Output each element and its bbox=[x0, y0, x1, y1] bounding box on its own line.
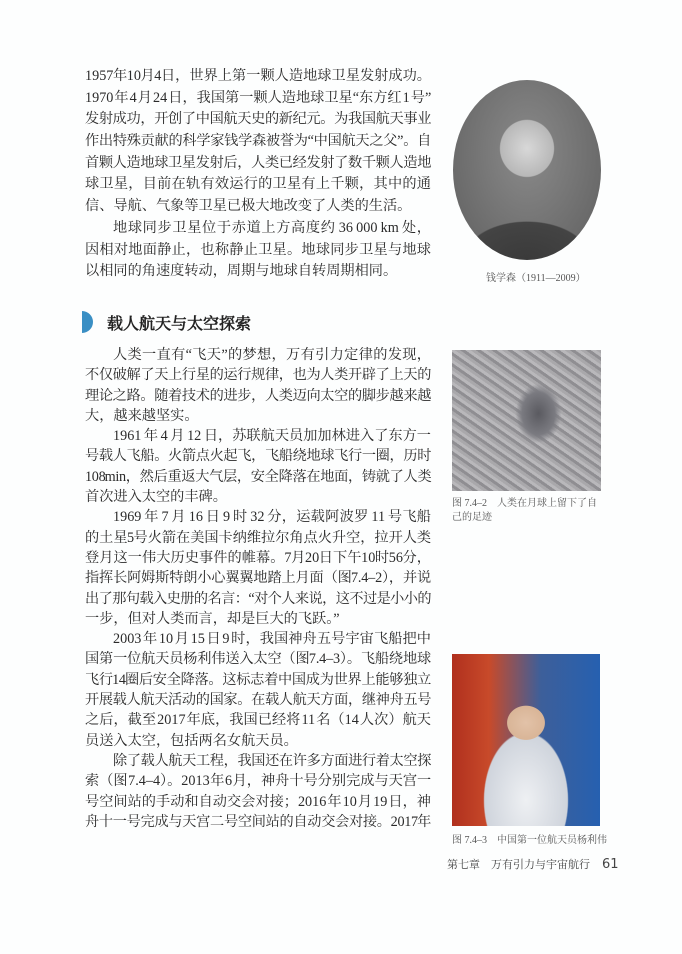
text-line: 号空间站的手动和自动交会对接；2016 年 10 月 19 日，神 bbox=[85, 793, 431, 810]
heading-marker-icon bbox=[82, 311, 93, 333]
text-line: 以相同的角速度转动，周期与地球自转周期相同。 bbox=[85, 263, 398, 280]
text-line: 登月这一伟大历史事件的帷幕。7 月 20 日下午 10 时 56 分， bbox=[85, 549, 431, 566]
text-line: 108 min，然后重返大气层，安全降落在地面，铸就了人类 bbox=[85, 468, 432, 485]
text-line: 2003 年 10 月 15 日 9 时，我国神舟五号宇宙飞船把中 bbox=[113, 631, 431, 648]
text-line: 人类一直有“飞天”的梦想，万有引力定律的发现， bbox=[113, 347, 431, 363]
text-line: 一步，但对人类而言，却是巨大的飞跃。” bbox=[85, 610, 340, 627]
text-line: 1961 年 4 月 12 日，苏联航天员加加林进入了东方一 bbox=[113, 428, 431, 445]
moon-footprint-photo bbox=[452, 350, 601, 491]
manned-spaceflight-text bbox=[85, 345, 431, 832]
text-line: 员送入太空，包括两名女航天员。 bbox=[85, 732, 298, 749]
text-line: 之后，截至 2017 年底，我国已经将 11 名（14 人次）航天 bbox=[85, 712, 431, 729]
chapter-title: 第七章 万有引力与宇宙航行 bbox=[447, 859, 590, 871]
text-line: 索（图 7.4–4）。2013 年 6 月，神舟十号分别完成与天宫一 bbox=[85, 773, 432, 790]
text-line: 不仅破解了天上行星的运行规律，也为人类开辟了上天的 bbox=[85, 367, 431, 384]
text-line: 因相对地面静止，也称静止卫星。地球同步卫星与地球 bbox=[85, 241, 431, 258]
text-line: 除了载人航天工程，我国还在许多方面进行着太空探 bbox=[113, 752, 431, 769]
text-line: 首颗人造地球卫星发射后，人类已经发射了数千颗人造地 bbox=[85, 154, 431, 171]
text-line: 地球同步卫星位于赤道上方高度约 36 000 km 处， bbox=[113, 219, 431, 236]
text-line: 首次进入太空的丰碑。 bbox=[85, 489, 227, 506]
text-line: 国第一位航天员杨利伟送入太空（图 7.4–3）。飞船绕地球 bbox=[85, 651, 431, 668]
section-heading bbox=[82, 309, 251, 335]
text-line: 作出特殊贡献的科学家钱学森被誉为“中国航天之父”。自 bbox=[85, 133, 431, 150]
qian-xuesen-portrait bbox=[453, 80, 601, 260]
text-line: 1969 年 7 月 16 日 9 时 32 分，运载阿波罗 11 号飞船 bbox=[113, 509, 431, 526]
intro-text bbox=[85, 66, 431, 283]
text-line: 理论之路。随着技术的进步，人类迈向太空的脚步越来越 bbox=[85, 387, 431, 404]
text-line: 舟十一号完成与天宫二号空间站的自动交会对接。2017 年 bbox=[85, 813, 431, 830]
section-title: 载人航天与太空探索 bbox=[107, 313, 252, 333]
text-line: 开展载人航天活动的国家。在载人航天方面，继神舟五号 bbox=[85, 692, 431, 709]
yang-liwei-photo bbox=[452, 654, 600, 826]
text-line: 发射成功，开创了中国航天史的新纪元。为我国航天事业 bbox=[85, 111, 431, 128]
figure-caption-7-4-2: 图 7.4–2 人类在月球上留下了自己的足迹 bbox=[452, 498, 597, 523]
text-line: 1957 年 10 月 4 日，世界上第一颗人造地球卫星发射成功。 bbox=[85, 68, 431, 84]
portrait-caption: 钱学森（1911—2009） bbox=[486, 273, 586, 284]
text-line: 信、导航、气象等卫星已极大地改变了人类的生活。 bbox=[85, 198, 412, 215]
text-line: 的土星 5 号火箭在美国卡纳维拉尔角点火升空，拉开人类 bbox=[85, 529, 431, 546]
text-line: 出了那句载入史册的名言：“对个人来说，这不过是小小的 bbox=[85, 590, 431, 607]
page-number: 61 bbox=[602, 857, 619, 872]
text-line: 球卫星，目前在轨有效运行的卫星有上千颗，其中的通 bbox=[85, 176, 431, 193]
text-line: 1970 年 4 月 24 日，我国第一颗人造地球卫星“东方红 1 号” bbox=[85, 89, 432, 106]
text-line: 指挥长阿姆斯特朗小心翼翼地踏上月面（图 7.4–2），并说 bbox=[85, 570, 431, 587]
text-line: 飞行 14 圈后安全降落。这标志着中国成为世界上能够独立 bbox=[85, 671, 431, 688]
page-footer bbox=[447, 856, 619, 872]
text-line: 号载人飞船。火箭点火起飞，飞船绕地球飞行一圈，历时 bbox=[85, 448, 431, 465]
text-line: 大，越来越坚实。 bbox=[85, 407, 199, 424]
figure-caption-7-4-3: 图 7.4–3 中国第一位航天员杨利伟 bbox=[452, 835, 607, 846]
